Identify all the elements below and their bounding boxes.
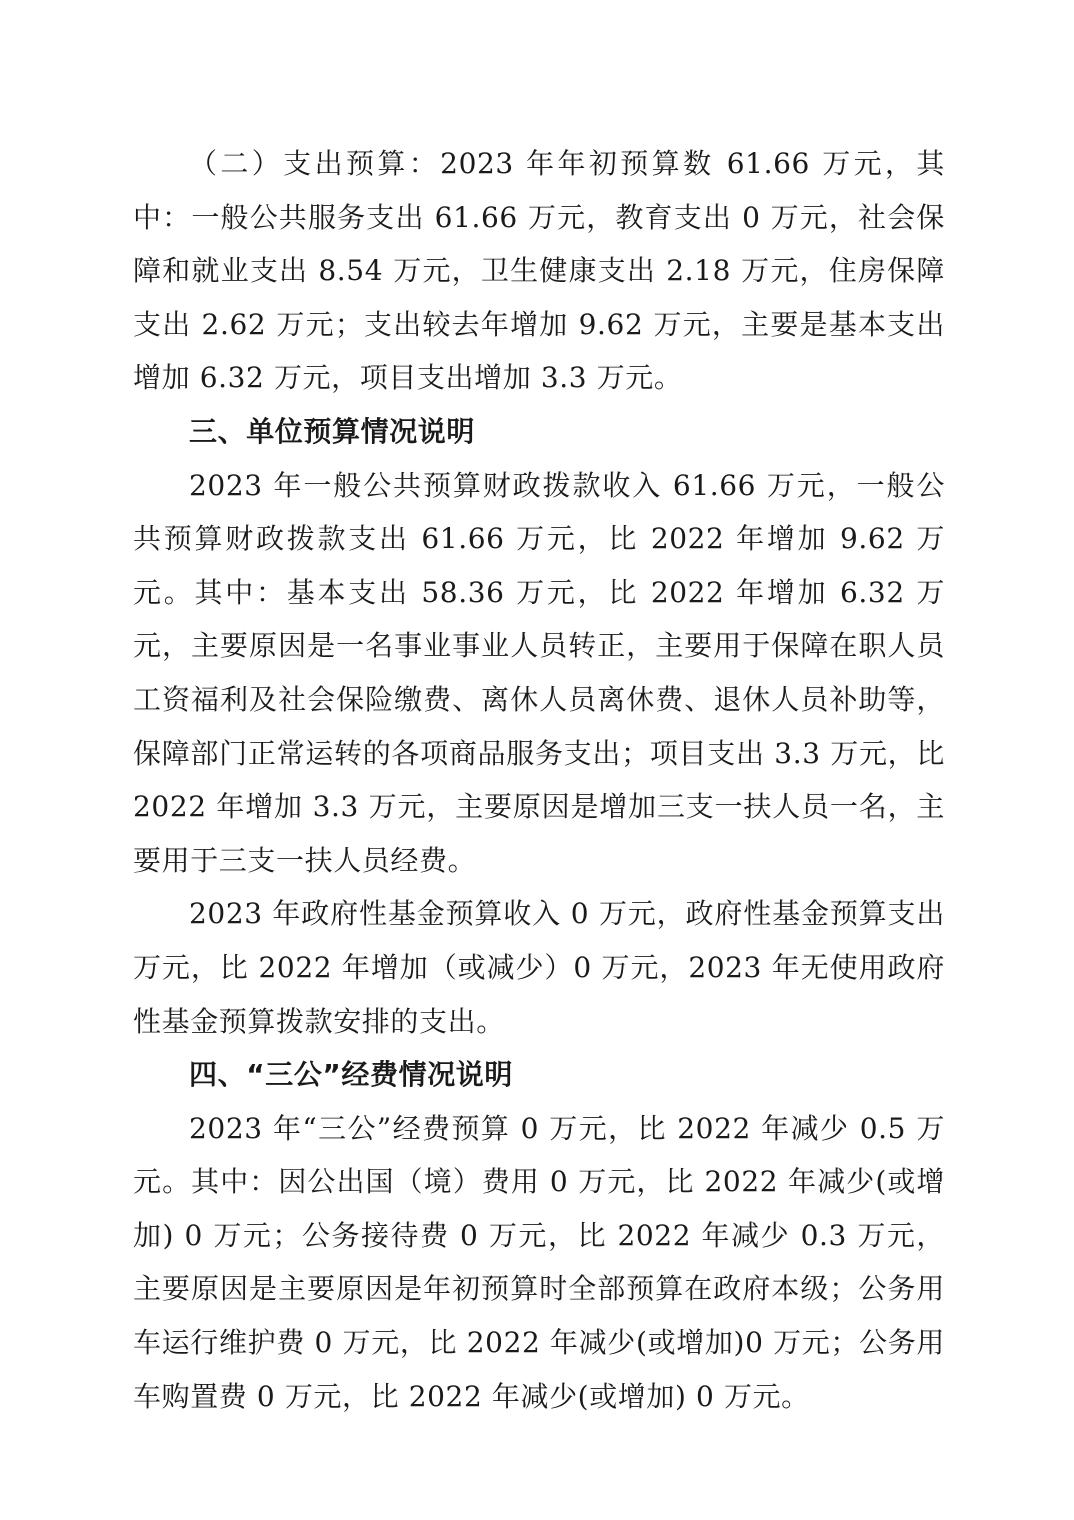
unit-budget-heading: 三、单位预算情况说明 [189,414,476,448]
expenditure-budget-paragraph: （二）支出预算：2023 年年初预算数 61.66 万元，其中：一般公共服务支出 61.66 万元，教育支出 0 万元，社会保障和就业支出 8.54 万元，卫生健康支出 2.18 万元，住房保障支出 2.62 万元；支出较去年增加 9.62 万元，主要是基本支出增加 6.32 万元，项目支出增加 3.3 万元。 [133,147,945,395]
government-fund-budget-paragraph: 2023 年政府性基金预算收入 0 万元，政府性基金预算支出万元，比 2022 年增加（或减少）0 万元，2023 年无使用政府性基金预算拨款安排的支出。 [133,897,945,1038]
document-page [133,137,945,1423]
general-public-budget-paragraph: 2023 年一般公共预算财政拨款收入 61.66 万元，一般公共预算财政拨款支出 61.66 万元，比 2022 年增加 9.62 万元。其中：基本支出 58.36 万元，比 2022 年增加 6.32 万元，主要原因是一名事业事业人员转正，主要用于保障在职人员工资福利及社会保险缴费、离休人员离休费、退休人员补助等，保障部门正常运转的各项商品服务支出；项目支出 3.3 万元，比 2022 年增加 3.3 万元，主要原因是增加三支一扶人员一名，主要用于三支一扶人员经费。 [133,468,945,877]
three-public-expenses-heading: 四、“三公”经费情况说明 [189,1058,514,1092]
three-public-expenses-paragraph: 2023 年“三公”经费预算 0 万元，比 2022 年减少 0.5 万元。其中：因公出国（境）费用 0 万元，比 2022 年减少(或增加) 0 万元；公务接待费 0 万元，比 2022 年减少 0.3 万元，主要原因是主要原因是年初预算时全部预算在政府本级；公务用车运行维护费 0 万元，比 2022 年减少(或增加)0 万元；公务用车购置费 0 万元，比 2022 年减少(或增加) 0 万元。 [133,1111,945,1413]
